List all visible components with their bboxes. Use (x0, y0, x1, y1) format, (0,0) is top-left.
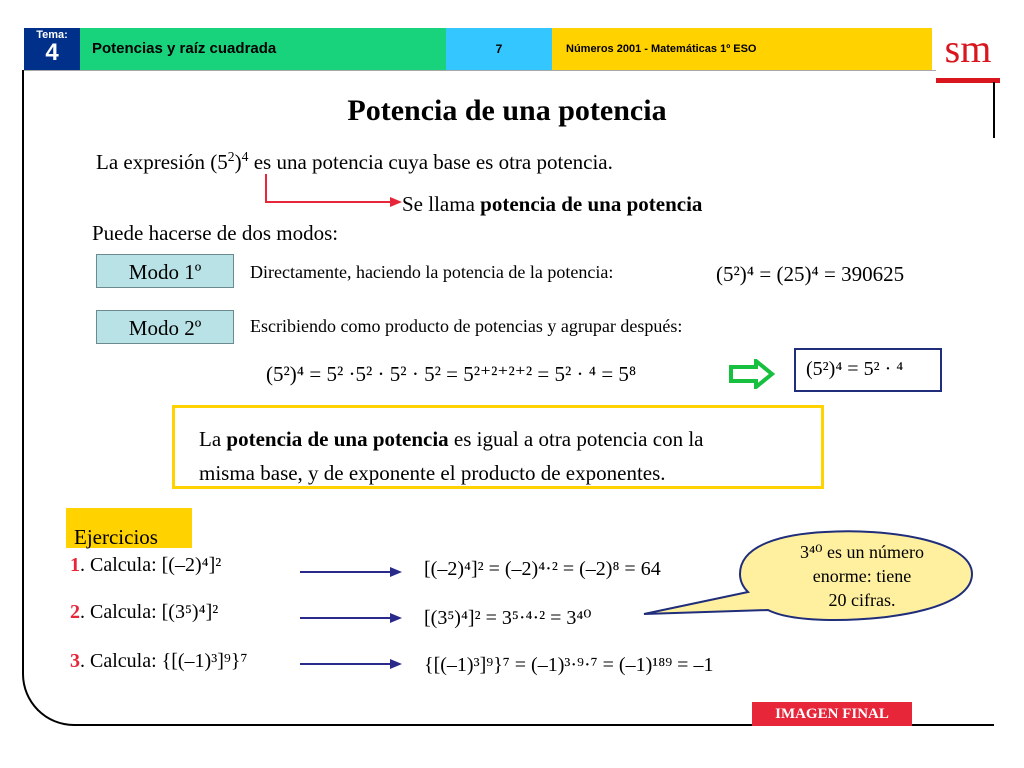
modo1-description: Directamente, haciendo la potencia de la potencia: (250, 262, 614, 282)
page-title: Potencia de una potencia (347, 94, 667, 127)
connector-path (266, 174, 390, 202)
rule-line1: La potencia de una potencia es igual a otra potencia con la (199, 427, 704, 451)
speech-bubble-text: 3⁴⁰ es un número enorme: tiene 20 cifras. (800, 542, 924, 610)
exercise-1-arrowhead (390, 567, 402, 577)
book-title: Números 2001 - Matemáticas 1º ESO (552, 28, 932, 70)
exercise-2-question: 2. Calcula: [(3⁵)⁴]² (70, 601, 219, 623)
exercise-3-answer: {[(–1)³]⁹}⁷ = (–1)³·⁹·⁷ = (–1)¹⁸⁹ = –1 (424, 654, 714, 676)
imagen-final-button[interactable]: IMAGEN FINAL (752, 702, 912, 726)
se-llama-line: Se llama potencia de una potencia (402, 192, 703, 216)
ejercicios-header: Ejercicios (66, 508, 192, 548)
dos-modos-text: Puede hacerse de dos modos: (92, 221, 339, 245)
page-number: 7 (446, 28, 552, 70)
section-title: Potencias y raíz cuadrada (80, 28, 446, 70)
intro-expression: $(5^2)^4$ (210, 149, 249, 174)
connector-arrow (258, 170, 408, 210)
exercise-arrows (298, 560, 408, 688)
modo2-button: Modo 2º (96, 310, 234, 344)
intro-prefix: La expresión (96, 150, 211, 174)
modo1-button: Modo 1º (96, 254, 234, 288)
tema-badge (24, 28, 80, 70)
exercise-3-question: 3. Calcula: {[(–1)³]⁹}⁷ (70, 650, 248, 672)
modo1-result: (5²)⁴ = (25)⁴ = 390625 (716, 262, 905, 286)
green-arrow-shape (731, 361, 772, 387)
modo2-expansion: (5²)⁴ = 5² ·5² · 5² · 5² = 5²⁺²⁺²⁺² = 5² · ⁴ = 5⁸ (266, 362, 637, 386)
intro-suffix: es una potencia cuya base es otra potencia. (253, 150, 613, 174)
rule-box (172, 405, 824, 489)
exercise-1-answer: [(–2)⁴]² = (–2)⁴·² = (–2)⁸ = 64 (424, 558, 661, 580)
sm-logo: sm (936, 28, 1000, 82)
green-implies-arrow (728, 359, 776, 389)
exercise-3-arrowhead (390, 659, 402, 669)
tema-label: Tema: (36, 29, 68, 41)
exercise-2-arrowhead (390, 613, 402, 623)
exercise-1-question: 1. Calcula: [(–2)⁴]² (70, 554, 222, 576)
exercise-2-answer: [(3⁵)⁴]² = 3⁵·⁴·² = 3⁴⁰ (424, 607, 592, 629)
connector-arrowhead (390, 197, 402, 207)
rule-bold: potencia de una potencia (226, 427, 449, 451)
modo2-description: Escribiendo como producto de potencias y agrupar después: (250, 316, 683, 336)
se-llama-bold: potencia de una potencia (480, 192, 703, 216)
tema-number: 4 (45, 39, 59, 66)
modo2-result-box: (5²)⁴ = 5² · ⁴ (794, 348, 942, 392)
rule-line2: misma base, y de exponente el producto de exponentes. (199, 461, 666, 485)
